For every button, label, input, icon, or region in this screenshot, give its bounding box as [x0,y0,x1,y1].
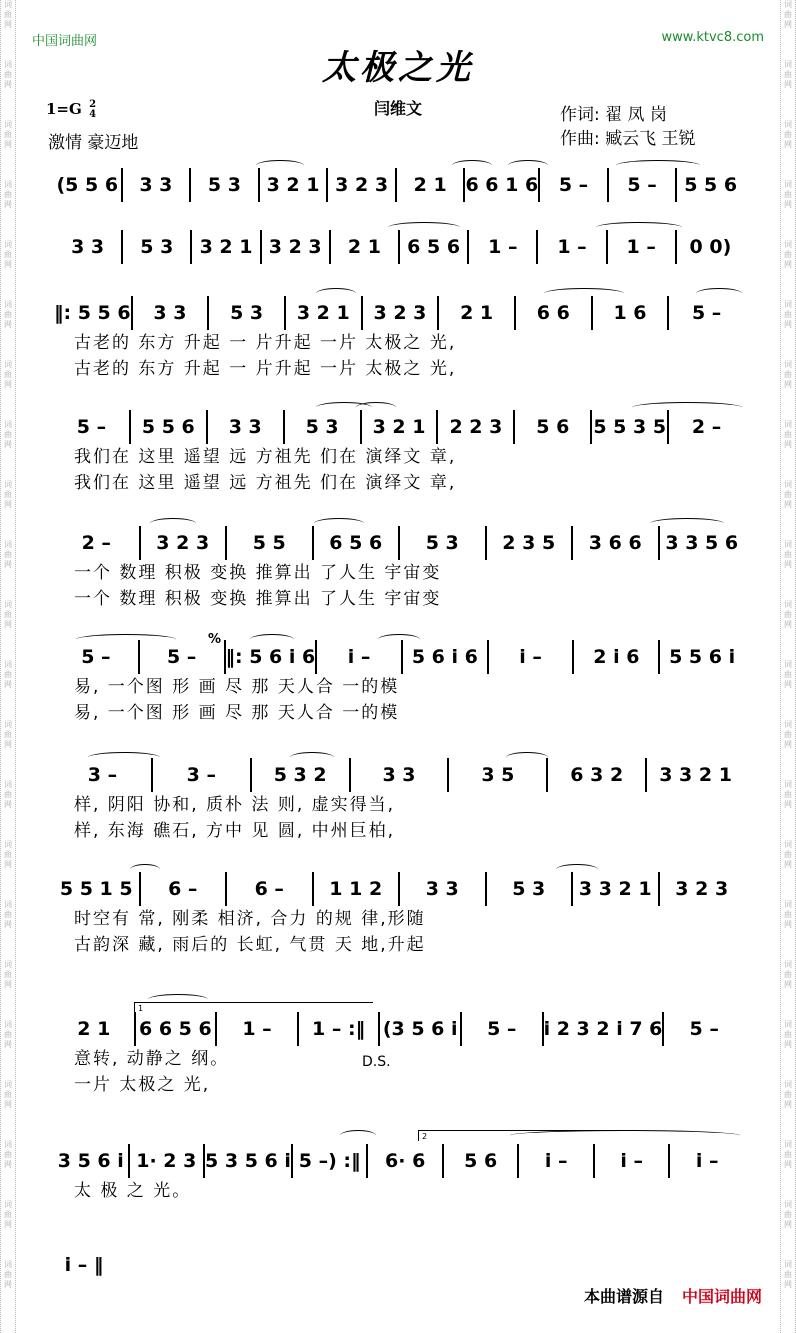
footer-source: 本曲谱源自 [583,1287,664,1306]
watermark-text: 词曲网 [4,960,12,989]
measure: 3 3 [208,410,285,444]
time-top: 2 [89,99,97,110]
score-line [54,758,744,844]
measure: 3 – [54,758,153,792]
watermark-text: 词曲网 [4,1140,12,1169]
key-signature [46,100,96,120]
notes-row [54,1012,744,1046]
slur-arc [556,864,598,875]
watermark-text: 词曲网 [4,1260,12,1289]
watermark-text: 词曲网 [784,720,792,749]
watermark-text: 词曲网 [4,660,12,689]
measure: 3 2 3 [141,526,228,560]
watermark-text: 词曲网 [4,780,12,809]
slur-arc [316,288,356,299]
measure: 5 6 [515,410,592,444]
measure: 5 3 [487,872,574,906]
score-line [54,640,744,726]
measure: 2 – [54,526,141,560]
site-name-left[interactable]: 中国词曲网 [32,34,98,49]
measure: 5 3 [123,230,192,264]
measure: 1· 2 3 [130,1144,206,1178]
score-line [54,168,744,202]
measure: 6 5 6 [314,526,401,560]
key-text: 1=G [46,100,82,118]
watermark-text: 词曲网 [784,660,792,689]
measure: 2 1 [397,168,466,202]
watermark-text: 词曲网 [784,240,792,269]
lyric-line: 样, 东海 礁石, 方中 见 圆, 中州巨柏, [74,821,396,841]
watermark-text: 词曲网 [4,720,12,749]
measure: 5 6 i 6 [403,640,489,674]
slur-arc [250,634,294,645]
measure: 5 5 3 5 [592,410,669,444]
tempo-mood: 激情 豪迈地 [48,133,139,153]
lyric-line: 一个 数理 积极 变换 推算出 了人生 宇宙变 [74,563,442,583]
watermark-text: 词曲网 [784,1200,792,1229]
measure: 5 – [540,168,609,202]
notes-row [54,872,744,906]
measure: 5 3 [400,526,487,560]
slur-arc [378,634,420,645]
measure: ‖: 5 6 i 6 [226,640,318,674]
measure: 3 3 [133,296,210,330]
watermark-text: 词曲网 [4,300,12,329]
measure: ‖: 5 5 6 [54,296,133,330]
measure: 6 – [141,872,228,906]
watermark-text: 词曲网 [784,1080,792,1109]
measure: 3 3 [123,168,192,202]
footer-credit [584,1284,762,1307]
notes-row [54,640,744,674]
watermark-text: 词曲网 [784,1260,792,1289]
measure: 5 – [54,640,140,674]
slur-arc [696,288,742,299]
lyric-line: 古韵深 藏, 雨后的 长虹, 气贯 天 地,升起 [74,935,426,955]
slur-arc [150,518,196,529]
watermark-text: 词曲网 [784,120,792,149]
measure: 2 1 [54,1012,136,1046]
watermark-text: 词曲网 [4,360,12,389]
measure: 5 5 6 [684,174,738,196]
right-watermark-strip [780,0,796,1333]
measure: (3 5 6 i [380,1012,462,1046]
measure: 2 1 [331,230,400,264]
measure: 6· 6 [368,1144,444,1178]
measure: 2 3 5 [487,526,574,560]
notes-row [54,230,744,264]
measure: 3 2 3 [675,878,729,900]
slur-arc [510,1130,740,1141]
measure: 6 6 [516,296,593,330]
watermark-text: 词曲网 [784,360,792,389]
watermark-text: 词曲网 [4,840,12,869]
measure: 3 2 3 [328,168,397,202]
lyric-line: 一个 数理 积极 变换 推算出 了人生 宇宙变 [74,589,442,609]
song-title: 太极之光 [322,48,474,88]
slur-arc [340,1130,376,1141]
lyric-line: 样, 阴阳 协和, 质朴 法 则, 虚实得当, [74,795,396,815]
lyric-line: 意转, 动静之 纲。 [74,1049,230,1069]
measure: 5 3 [285,410,362,444]
slur-arc [88,752,160,763]
lyricist-center: 闫维文 [373,99,422,118]
measure: 1 – [608,230,677,264]
watermark-text: 词曲网 [4,0,12,29]
watermark-text: 词曲网 [4,600,12,629]
slur-arc [290,752,334,763]
watermark-text: 词曲网 [784,300,792,329]
watermark-text: 词曲网 [784,420,792,449]
slur-arc [76,634,176,645]
score-line [54,1144,744,1204]
slur-arc [544,288,624,299]
lyric-line: 我们在 这里 遥望 远 方祖先 们在 演绎文 章, [74,447,457,467]
measure: 3 2 3 [363,296,440,330]
measure: i – [695,1150,719,1172]
slur-arc [256,160,304,171]
lyric-line: 古老的 东方 升起 一 片升起 一片 太极之 光, [74,333,457,353]
measure: 5 5 6 i [669,646,736,668]
watermark-text: 词曲网 [784,0,792,29]
measure: 1 1 2 [314,872,401,906]
slur-arc [130,864,160,875]
notes-row [54,526,744,560]
measure: 3 2 1 [286,296,363,330]
measure: 3 5 6 i [54,1144,130,1178]
score-line [54,526,744,612]
score-line [54,410,744,496]
measure: 5 5 6 [131,410,208,444]
measure: 3 2 1 [192,230,261,264]
measure: 5 6 [444,1144,520,1178]
measure: 3 3 [351,758,450,792]
measure: 6 5 6 [400,230,469,264]
notes-row [54,758,744,792]
slur-arc [506,752,548,763]
measure: 5 – [54,410,131,444]
notes-row [54,1248,114,1282]
watermark-text: 词曲网 [784,900,792,929]
measure: (5 5 6 [54,168,123,202]
measure: 6 – [227,872,314,906]
measure: i – [317,640,403,674]
measure: 1 – :‖ [299,1012,381,1046]
lyric-line: 我们在 这里 遥望 远 方祖先 们在 演绎文 章, [74,473,457,493]
slur-arc [356,402,396,413]
time-bottom: 4 [89,109,97,120]
slur-arc [452,160,492,171]
slur-arc [314,518,364,529]
measure: 3 6 6 [573,526,660,560]
watermark-text: 词曲网 [4,1080,12,1109]
measure: 3 5 [449,758,548,792]
lyric-line: 古老的 东方 升起 一 片升起 一片 太极之 光, [74,359,457,379]
slur-arc [388,222,460,233]
watermark-text: 词曲网 [784,480,792,509]
watermark-text: 词曲网 [4,1200,12,1229]
measure: 5 – [691,302,722,324]
measure: 3 3 2 1 [573,872,660,906]
measure: 5 3 2 [252,758,351,792]
volta-label: 2 [422,1132,428,1141]
measure: 5 – [140,640,226,674]
site-url-right[interactable]: www.ktvc8.com [661,30,764,45]
measure: 3 3 [54,230,123,264]
measure: 5 5 [227,526,314,560]
measure: 3 3 2 1 [659,764,732,786]
ds-mark: D.S. [362,1054,391,1070]
lyric-line: 一片 太极之 光, [74,1075,211,1095]
watermark-text: 词曲网 [784,840,792,869]
words-credit: 作词: 翟 凤 岗 [560,105,667,125]
watermark-text: 词曲网 [4,480,12,509]
measure: i – [489,640,575,674]
measure: 5 3 [209,296,286,330]
measure: 1 6 [593,296,670,330]
measure: 2 – [691,416,722,438]
measure: 1 – [538,230,607,264]
measure: 2 2 3 [438,410,515,444]
time-signature [89,100,96,120]
watermark-text: 词曲网 [784,960,792,989]
measure: 2 1 [439,296,516,330]
measure: 5 3 [191,168,260,202]
notes-row [54,296,744,330]
score-line [54,1012,744,1098]
music-credit: 作曲: 臧云飞 王锐 [560,129,696,149]
measure: 3 2 3 [262,230,331,264]
watermark-text: 词曲网 [4,60,12,89]
left-watermark-strip [0,0,16,1333]
score-line [54,230,744,264]
notes-row [54,410,744,444]
notes-row [54,168,744,202]
lyric-line: 太 极 之 光。 [74,1181,192,1201]
measure: i – [519,1144,595,1178]
slur-arc [616,160,700,171]
lyric-line: 易, 一个图 形 画 尽 那 天人合 一的模 [74,677,400,697]
measure: 6 3 2 [548,758,647,792]
measure: 5 3 5 6 i [205,1144,293,1178]
watermark-text: 词曲网 [784,600,792,629]
score-line [54,1248,114,1282]
measure: 1 – [469,230,538,264]
watermark-text: 词曲网 [4,900,12,929]
score-line [54,872,744,958]
lyric-line: 易, 一个图 形 画 尽 那 天人合 一的模 [74,703,400,723]
segno-mark: % [208,632,222,647]
slur-arc [596,222,682,233]
measure: 6 6 1 6 [465,168,540,202]
measure: i – [595,1144,671,1178]
watermark-text: 词曲网 [4,1020,12,1049]
slur-arc [632,402,742,413]
slur-arc [148,994,208,1005]
measure: 0 0) [689,236,732,258]
watermark-text: 词曲网 [784,1140,792,1169]
measure: i – ‖ [64,1254,104,1276]
measure: 1 – [217,1012,299,1046]
volta-label: 1 [138,1004,144,1013]
measure: 3 2 1 [362,410,439,444]
watermark-text: 词曲网 [784,180,792,209]
watermark-text: 词曲网 [4,120,12,149]
measure: 3 3 [400,872,487,906]
footer-site[interactable]: 中国词曲网 [681,1287,762,1306]
measure: 6 6 5 6 [136,1012,218,1046]
watermark-text: 词曲网 [784,1020,792,1049]
watermark-text: 词曲网 [784,780,792,809]
lyric-line: 时空有 常, 刚柔 相济, 合力 的规 律,形随 [74,909,426,929]
watermark-text: 词曲网 [4,240,12,269]
measure: 5 – [609,168,678,202]
measure: 5 – [689,1018,719,1040]
watermark-text: 词曲网 [784,540,792,569]
measure: 2 i 6 [574,640,660,674]
score-line [54,296,744,382]
slur-arc [508,160,548,171]
watermark-text: 词曲网 [4,420,12,449]
measure: 3 2 1 [260,168,329,202]
measure: 5 – [462,1012,544,1046]
measure: 5 –) :‖ [293,1144,369,1178]
slur-arc [650,518,724,529]
measure: i 2 3 2 i 7 6 [544,1012,665,1046]
watermark-text: 词曲网 [4,540,12,569]
measure: 5 5 1 5 [54,872,141,906]
measure: 3 3 5 6 [665,532,739,554]
notes-row [54,1144,744,1178]
watermark-text: 词曲网 [784,60,792,89]
measure: 3 – [153,758,252,792]
watermark-text: 词曲网 [4,180,12,209]
